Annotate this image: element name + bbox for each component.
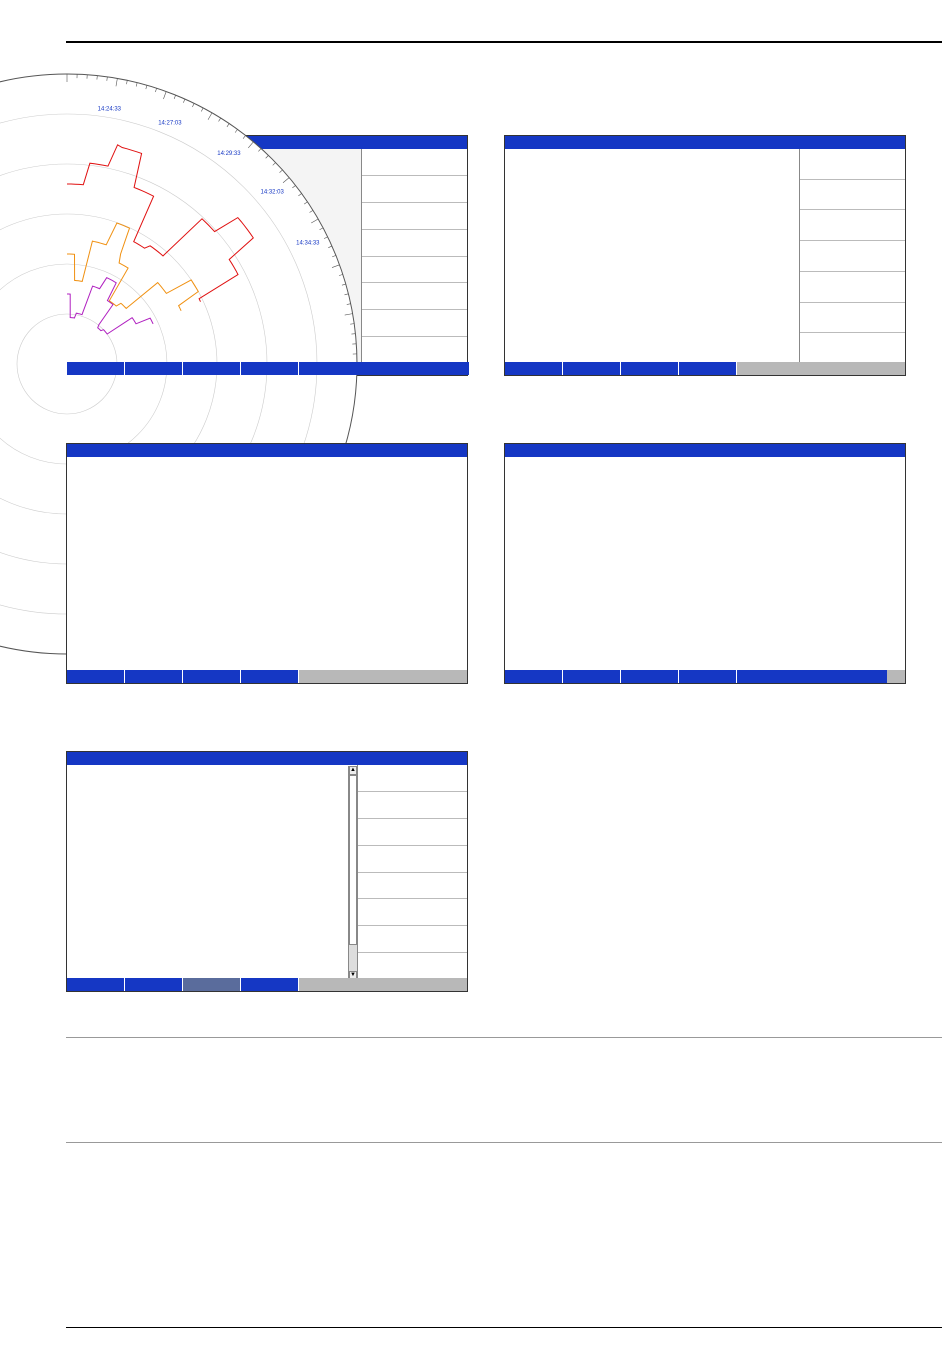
- scroll-down-icon[interactable]: ▼: [350, 972, 356, 978]
- events-button[interactable]: [505, 670, 563, 683]
- channel-cell: [358, 819, 467, 846]
- channel-value: [902, 349, 903, 360]
- screen-bar-graphs: [504, 135, 906, 376]
- goto-button[interactable]: [125, 978, 183, 991]
- history-button[interactable]: [125, 670, 183, 683]
- range-status: [299, 362, 469, 375]
- options-button[interactable]: [241, 978, 299, 991]
- scroll-up-icon[interactable]: ▲: [350, 767, 356, 773]
- time-label: 14:27:03: [158, 120, 182, 127]
- channel-value: [464, 268, 465, 279]
- bottom-rule: [66, 1327, 942, 1328]
- channel-value: [464, 242, 465, 253]
- footer-bar: [67, 670, 467, 683]
- section-rule-2: [66, 1142, 942, 1143]
- range-status: [737, 670, 887, 683]
- channel-value: [464, 911, 465, 922]
- channel-sidebar: [361, 149, 467, 364]
- section-rule-1: [66, 1037, 942, 1038]
- channel-cell: [800, 303, 905, 334]
- channel-value: [464, 215, 465, 226]
- scrollbar[interactable]: [348, 766, 357, 980]
- channel-value: [464, 349, 465, 360]
- channel-cell: [362, 283, 467, 310]
- channel-cell: [362, 149, 467, 176]
- footer-bar: [67, 978, 467, 991]
- channel-cell: [358, 792, 467, 819]
- channel-cell: [800, 241, 905, 272]
- title-bar: [505, 444, 905, 457]
- channel-cell: [358, 899, 467, 926]
- channel-cell: [358, 953, 467, 980]
- channel-value: [464, 295, 465, 306]
- title-bar: [505, 136, 905, 149]
- screen-gauges: [504, 443, 906, 684]
- channel-value: [464, 831, 465, 842]
- channel-value: [902, 165, 903, 176]
- channel-value: [902, 195, 903, 206]
- channel-cell: [362, 257, 467, 284]
- events-button[interactable]: [505, 362, 563, 375]
- time-label: 14:24:33: [97, 106, 122, 113]
- channel-cell: [362, 337, 467, 364]
- channel-cell: [362, 310, 467, 337]
- event-list[interactable]: [67, 766, 357, 980]
- search-button[interactable]: [621, 362, 679, 375]
- channel-cell: [800, 333, 905, 364]
- channel-value: [464, 884, 465, 895]
- channel-value: [464, 188, 465, 199]
- title-bar: [67, 752, 467, 765]
- channel-cell: [800, 272, 905, 303]
- channel-cell: [800, 210, 905, 241]
- search-button[interactable]: [183, 362, 241, 375]
- screen-digital-values: [66, 443, 468, 684]
- channel-cell: [800, 180, 905, 211]
- blank-button[interactable]: [183, 978, 241, 991]
- options-button[interactable]: [241, 670, 299, 683]
- footer-bar: [505, 362, 905, 375]
- channel-value: [902, 257, 903, 268]
- top-rule: [66, 41, 942, 43]
- channel-value: [464, 858, 465, 869]
- time-label: 14:29:33: [217, 151, 241, 158]
- channel-sidebar: [357, 765, 467, 980]
- history-button[interactable]: [125, 362, 183, 375]
- time-label: 14:32:03: [260, 189, 284, 196]
- screen-circular-chart: [66, 106, 468, 376]
- esc-button[interactable]: [67, 978, 125, 991]
- channel-cell: [358, 873, 467, 900]
- history-button[interactable]: [563, 362, 621, 375]
- channel-value: [464, 777, 465, 788]
- channel-value: [902, 226, 903, 237]
- channel-value: [464, 322, 465, 333]
- options-button[interactable]: [241, 362, 299, 375]
- scroll-thumb[interactable]: [349, 775, 357, 945]
- options-button[interactable]: [679, 670, 737, 683]
- channel-value: [464, 804, 465, 815]
- channel-value: [464, 938, 465, 949]
- channel-sidebar: [799, 149, 905, 364]
- channel-cell: [358, 846, 467, 873]
- options-button[interactable]: [679, 362, 737, 375]
- events-button[interactable]: [67, 670, 125, 683]
- footer-bar: [67, 362, 467, 375]
- channel-cell: [358, 765, 467, 792]
- footer-bar: [505, 670, 905, 683]
- channel-cell: [362, 230, 467, 257]
- channel-value: [902, 318, 903, 329]
- channel-cell: [800, 149, 905, 180]
- events-button[interactable]: [67, 362, 125, 375]
- circular-chart: [67, 106, 363, 364]
- channel-cell: [362, 176, 467, 203]
- channel-value: [464, 161, 465, 172]
- channel-cell: [362, 203, 467, 230]
- channel-cell: [358, 926, 467, 953]
- screen-audit-trail: [66, 751, 468, 992]
- channel-value: [902, 288, 903, 299]
- channel-value: [464, 965, 465, 976]
- search-button[interactable]: [621, 670, 679, 683]
- history-button[interactable]: [563, 670, 621, 683]
- title-bar: [67, 444, 467, 457]
- search-button[interactable]: [183, 670, 241, 683]
- time-label: 14:34:33: [296, 240, 320, 247]
